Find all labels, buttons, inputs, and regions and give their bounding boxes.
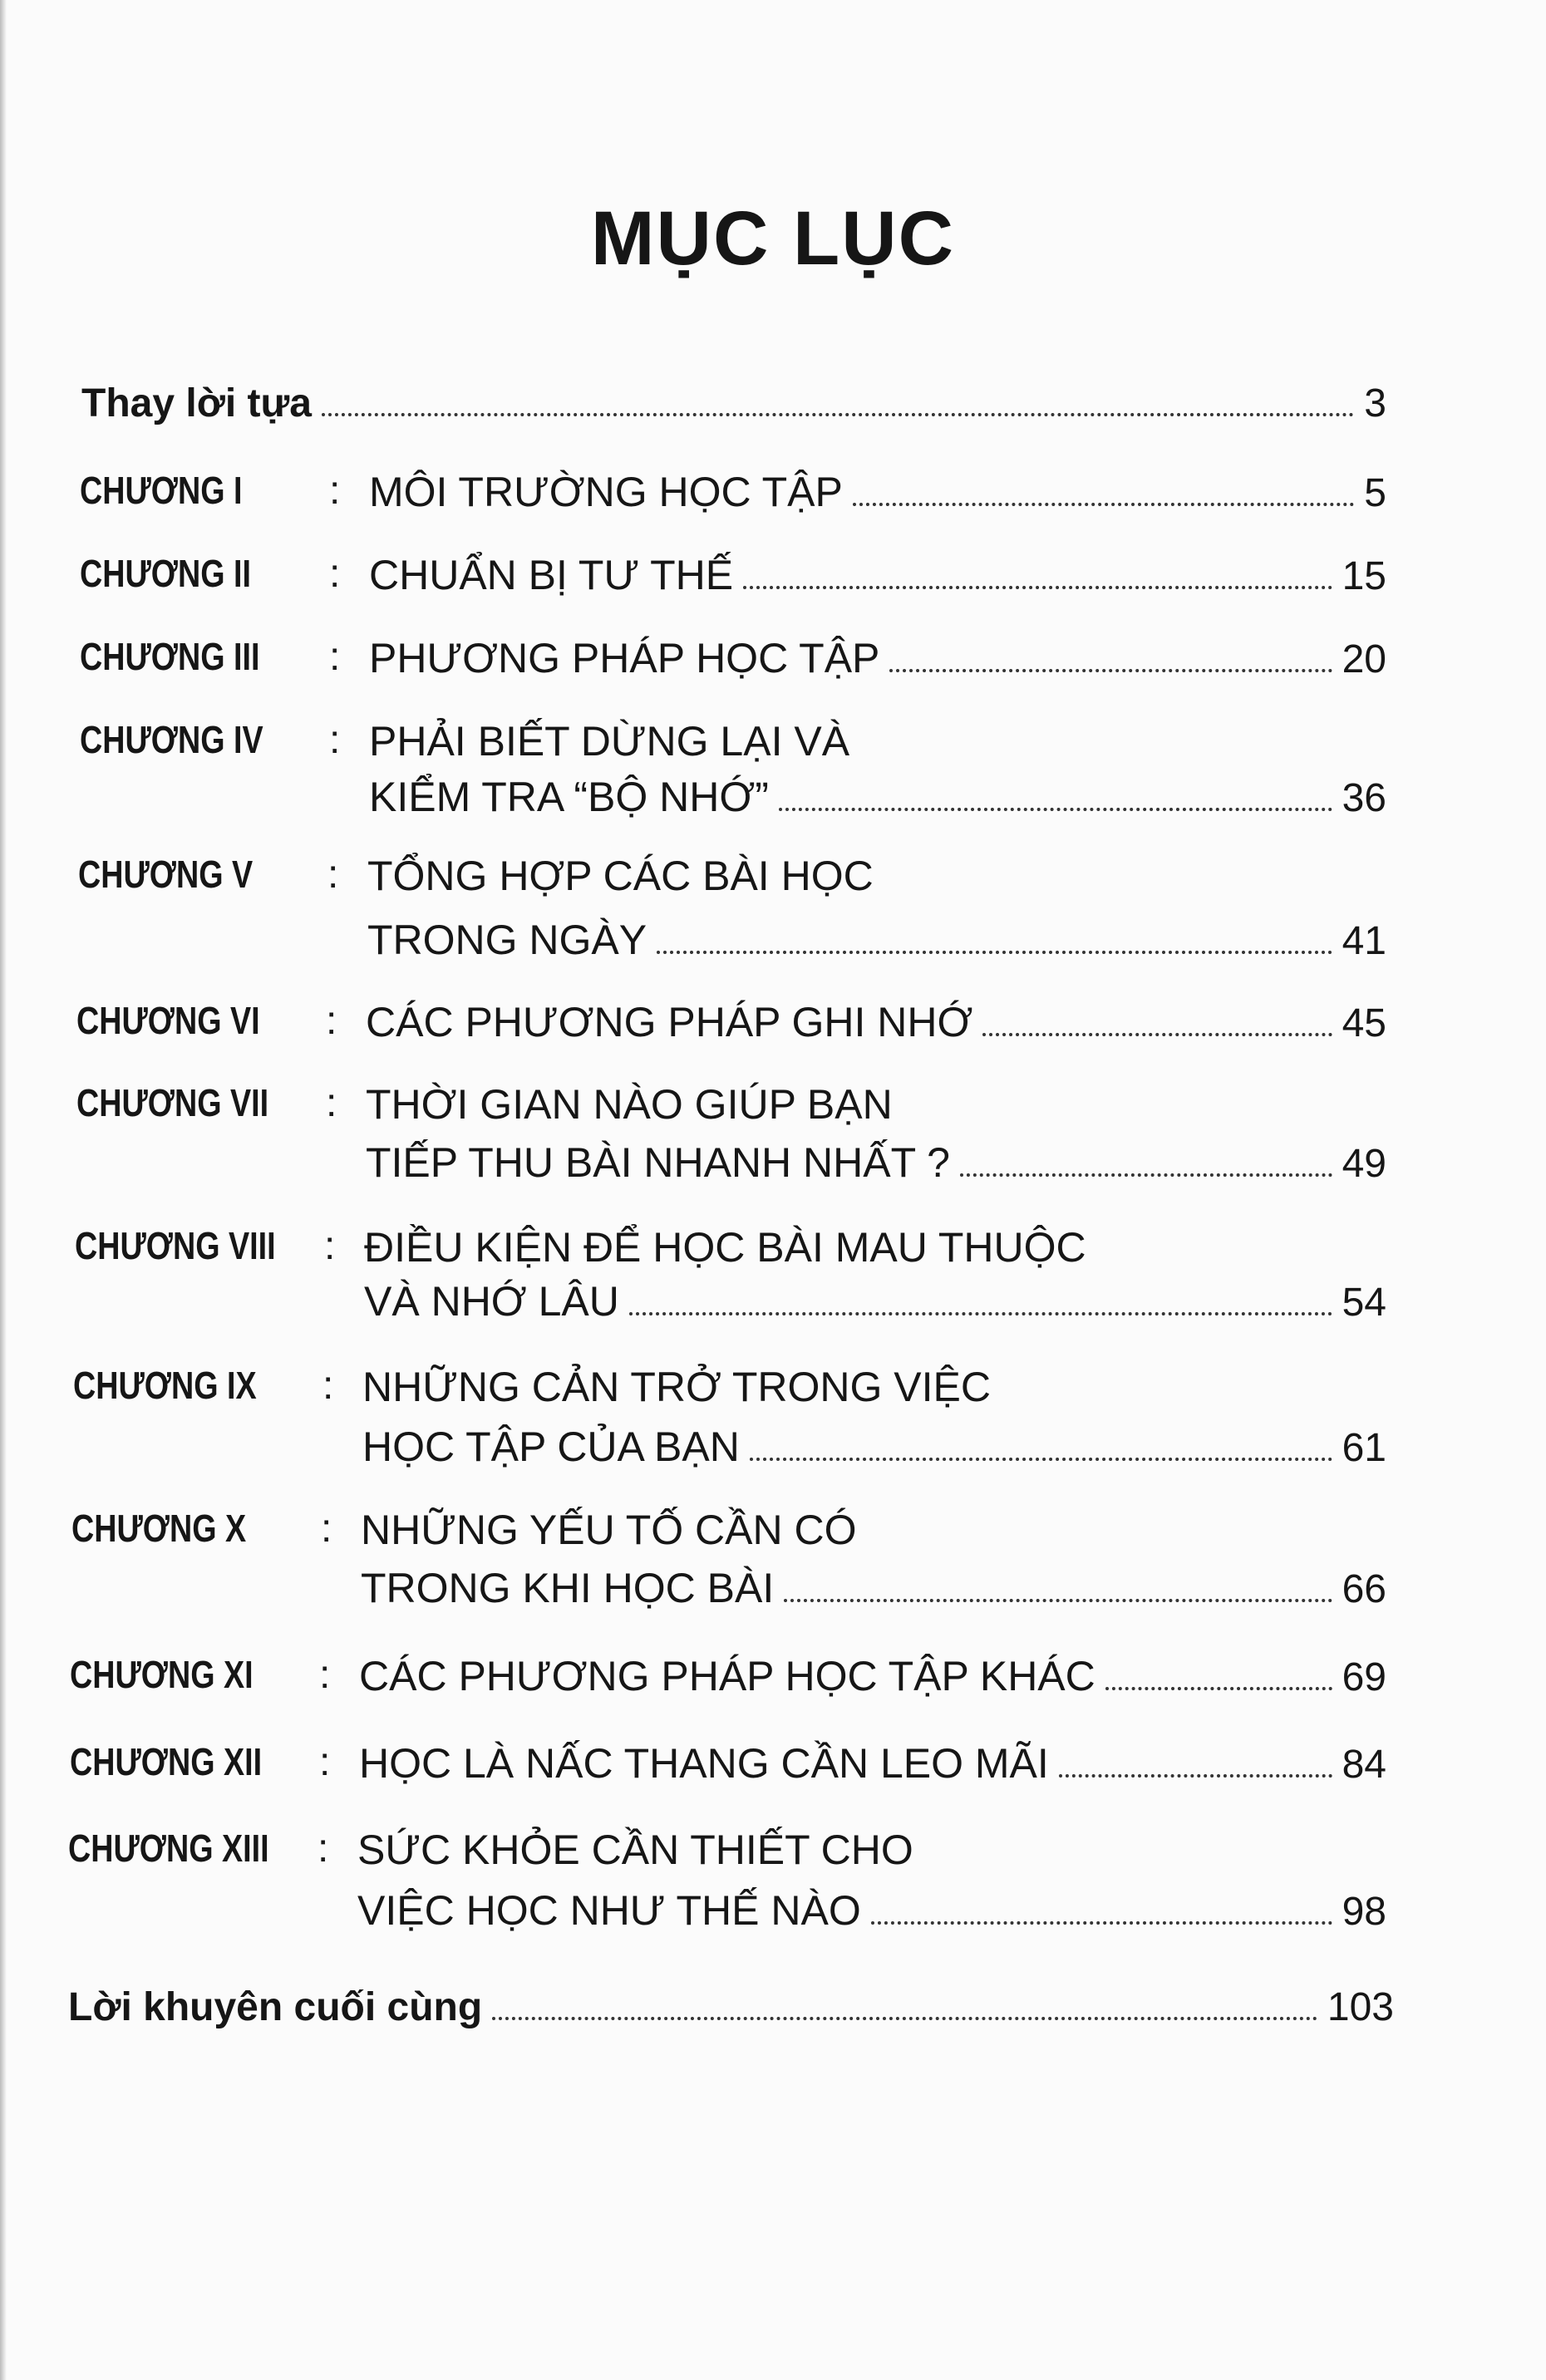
toc-entry-preface[interactable] — [81, 381, 1386, 430]
toc-entry-chapter[interactable] — [68, 1886, 1386, 1936]
page-number: 61 — [1342, 1426, 1386, 1470]
colon-separator: : — [327, 853, 339, 897]
colon-separator: : — [326, 999, 337, 1043]
chapter-title: CHUẨN BỊ TƯ THẾ — [369, 552, 734, 598]
page-number: 41 — [1342, 919, 1386, 963]
toc-entry-chapter[interactable] — [76, 1138, 1386, 1188]
toc-entry-chapter[interactable] — [80, 717, 1386, 767]
chapter-label: CHƯƠNG VI — [76, 999, 260, 1042]
dot-leader — [784, 1598, 1332, 1602]
chapter-title: TIẾP THU BÀI NHANH NHẤT ? — [366, 1139, 950, 1186]
colon-separator: : — [324, 1224, 336, 1268]
dot-leader — [492, 2016, 1317, 2020]
chapter-label: CHƯƠNG V — [78, 853, 254, 896]
chapter-label: CHƯƠNG VIII — [75, 1224, 276, 1267]
page-number: 15 — [1342, 554, 1386, 598]
page-number: 84 — [1342, 1743, 1386, 1787]
chapter-title: SỨC KHỎE CẦN THIẾT CHO — [357, 1827, 913, 1873]
toc-entry-chapter[interactable] — [80, 773, 1386, 823]
toc-entry-chapter[interactable] — [70, 1652, 1386, 1702]
colon-separator: : — [329, 635, 341, 679]
dot-leader — [1105, 1686, 1332, 1690]
chapter-title: THỜI GIAN NÀO GIÚP BẠN — [366, 1081, 893, 1128]
chapter-title: TRONG KHI HỌC BÀI — [361, 1565, 775, 1611]
chapter-title: ĐIỀU KIỆN ĐỂ HỌC BÀI MAU THUỘC — [364, 1224, 1086, 1271]
chapter-label: CHƯƠNG VII — [76, 1081, 269, 1124]
page-number: 5 — [1364, 471, 1386, 515]
chapter-label: CHƯƠNG XII — [70, 1740, 263, 1783]
dot-leader — [657, 950, 1332, 954]
colon-separator: : — [326, 1081, 337, 1125]
toc-entry-chapter[interactable] — [75, 1277, 1386, 1327]
dot-leader — [629, 1311, 1332, 1315]
entry-label: Lời khuyên cuối cùng — [68, 1985, 483, 2029]
chapter-label: CHƯƠNG I — [80, 469, 243, 512]
page-number: 45 — [1342, 1001, 1386, 1045]
chapter-title: VÀ NHỚ LÂU — [364, 1278, 619, 1325]
chapter-title: CÁC PHƯƠNG PHÁP GHI NHỚ — [366, 999, 973, 1045]
toc-entry-chapter[interactable] — [78, 916, 1386, 966]
page-number: 3 — [1364, 381, 1386, 425]
toc-entry-chapter[interactable] — [73, 1423, 1386, 1473]
page-number: 103 — [1327, 1985, 1394, 2029]
toc-entry-chapter[interactable] — [80, 468, 1386, 518]
chapter-label: CHƯƠNG X — [71, 1507, 247, 1550]
toc-entry-chapter[interactable] — [73, 1363, 1386, 1413]
dot-leader — [750, 1457, 1332, 1461]
page-number: 98 — [1342, 1890, 1386, 1934]
dot-leader — [322, 412, 1354, 416]
chapter-title: TỔNG HỢP CÁC BÀI HỌC — [367, 853, 874, 899]
toc-entry-chapter[interactable] — [70, 1739, 1386, 1789]
chapter-label: CHƯƠNG IX — [73, 1364, 257, 1407]
chapter-title: NHỮNG YẾU TỐ CẦN CÓ — [361, 1507, 857, 1553]
chapter-label: CHƯƠNG XIII — [68, 1827, 269, 1870]
chapter-title: HỌC TẬP CỦA BẠN — [362, 1424, 740, 1470]
dot-leader — [960, 1173, 1332, 1177]
entry-label: Thay lời tựa — [81, 381, 312, 425]
toc-entry-chapter[interactable] — [75, 1223, 1386, 1273]
dot-leader — [1059, 1773, 1332, 1778]
toc-entry-chapter[interactable] — [76, 998, 1386, 1048]
colon-separator: : — [318, 1827, 329, 1871]
toc-entry-chapter[interactable] — [76, 1080, 1386, 1130]
toc-entry-chapter[interactable] — [78, 852, 1386, 902]
dot-leader — [743, 585, 1332, 589]
page-number: 20 — [1342, 637, 1386, 681]
toc-entry-chapter[interactable] — [80, 634, 1386, 684]
page-number: 54 — [1342, 1281, 1386, 1325]
colon-separator: : — [329, 552, 341, 596]
chapter-title: PHƯƠNG PHÁP HỌC TẬP — [369, 635, 880, 681]
chapter-title: KIỂM TRA “BỘ NHỚ” — [369, 774, 769, 820]
colon-separator: : — [319, 1653, 331, 1697]
toc-entry-chapter[interactable] — [68, 1826, 1386, 1876]
chapter-title: HỌC LÀ NẤC THANG CẦN LEO MÃI — [359, 1740, 1049, 1787]
dot-leader — [779, 807, 1332, 811]
chapter-title: NHỮNG CẢN TRỞ TRONG VIỆC — [362, 1364, 992, 1410]
page-number: 69 — [1342, 1655, 1386, 1699]
chapter-label: CHƯƠNG III — [80, 635, 260, 678]
chapter-title: VIỆC HỌC NHƯ THẾ NÀO — [357, 1887, 861, 1934]
toc-entry-closing[interactable] — [68, 1984, 1394, 2034]
dot-leader — [982, 1032, 1332, 1036]
toc-entry-chapter[interactable] — [71, 1506, 1386, 1556]
chapter-title: PHẢI BIẾT DỪNG LẠI VÀ — [369, 718, 850, 765]
chapter-label: CHƯƠNG XI — [70, 1653, 254, 1696]
toc-entry-chapter[interactable] — [71, 1564, 1386, 1614]
chapter-title: CÁC PHƯƠNG PHÁP HỌC TẬP KHÁC — [359, 1653, 1095, 1699]
chapter-title: MÔI TRƯỜNG HỌC TẬP — [369, 469, 843, 515]
page-edge-shadow — [0, 0, 7, 2380]
page-number: 66 — [1342, 1567, 1386, 1611]
toc-entry-chapter[interactable] — [80, 551, 1386, 601]
colon-separator: : — [319, 1740, 331, 1784]
colon-separator: : — [329, 718, 341, 762]
chapter-title: TRONG NGÀY — [367, 917, 647, 963]
page-number: 49 — [1342, 1142, 1386, 1186]
chapter-label: CHƯƠNG II — [80, 552, 251, 595]
chapter-label: CHƯƠNG IV — [80, 718, 263, 761]
dot-leader — [871, 1920, 1332, 1925]
colon-separator: : — [321, 1507, 332, 1551]
page-number: 36 — [1342, 776, 1386, 820]
dot-leader — [889, 668, 1332, 672]
dot-leader — [853, 502, 1354, 506]
colon-separator: : — [329, 469, 341, 513]
page-title: MỤC LỤC — [590, 196, 956, 281]
colon-separator: : — [322, 1364, 334, 1408]
